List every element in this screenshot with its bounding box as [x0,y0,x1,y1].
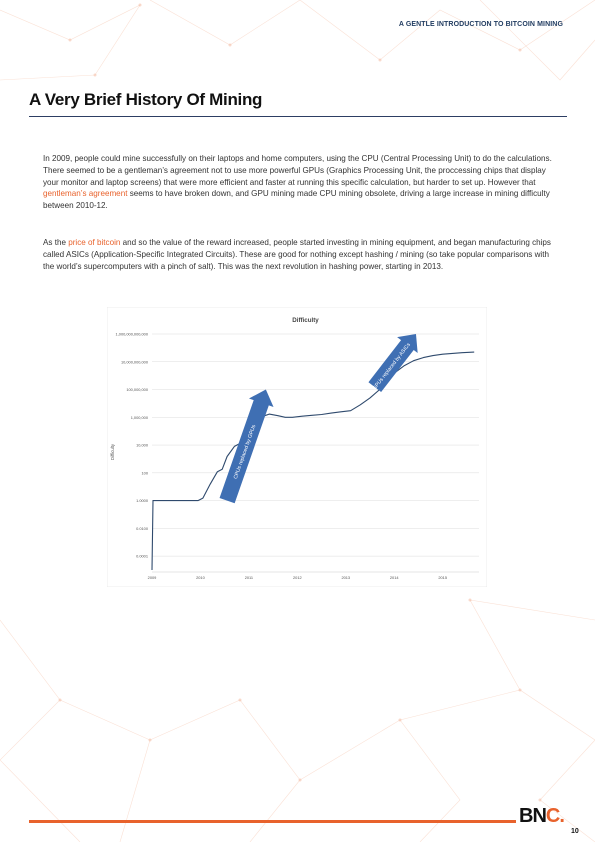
paragraph-text: As the [43,238,69,247]
y-tick-label: 1.0000 [136,498,148,504]
y-tick-label: 100 [141,470,148,476]
paragraph-cpu-gpu [43,153,555,212]
bnc-logo [519,806,564,826]
y-tick-label: 10,000,000,000 [120,359,148,365]
arrow-label: GPUs replaced by ASICs [371,341,413,392]
x-tick-label: 2011 [244,575,254,580]
paragraph-asics [43,237,555,272]
logo-accent: C. [545,805,564,827]
y-tick-label: 1,000,000 [130,414,148,420]
x-tick-label: 2014 [389,575,399,580]
x-tick-label: 2013 [341,575,351,580]
y-tick-label: 1,000,000,000,000 [115,331,148,337]
y-tick-label: 10,000 [136,442,148,448]
difficulty-chart [107,307,487,587]
arrow-label: CPUs replaced by GPUs [232,424,258,480]
x-tick-label: 2010 [196,575,205,580]
paragraph-text: In 2009, people could mine successfully on their laptops and home computers, using the CPU (Central Processing Unit) to do the calculations. There seemed to be a gentleman’s agreement not to use more powerful GPUs (Graphics Processing Unit, the proccessing chips that display your monitor and laptop screens) that were more efficient and faster at running this specific calculation, but harder to set up. However that [43,154,552,187]
running-header: A GENTLE INTRODUCTION TO BITCOIN MINING [398,21,563,28]
price-of-bitcoin-link[interactable]: price of bitcoin [68,238,121,247]
y-tick-label: 0.0001 [136,553,148,559]
paragraph-text: seems to have broken down, and GPU mining made CPU mining obsolete, driving a large increase in mining difficulty between 2010-12. [43,189,550,211]
title-underline [29,116,567,117]
paragraph-text: and so the value of the reward increased, people started investing in mining equipment, and began manufacturing chips called ASICs (Application-Specific Integrated Circuits). These are good for nothing except hashing / mining (so take popular comparisons with the world’s supercomputers with a pinch of salt). This was the next revolution in hashing power, starting in 2013. [43,238,551,271]
chart-frame [107,307,487,587]
y-tick-label: 100,000,000 [126,387,148,393]
x-tick-label: 2009 [147,575,157,580]
logo-text: BN [519,805,546,827]
y-axis-label: Difficulty [110,443,115,461]
chart-title: Difficulty [292,317,319,324]
page-title: A Very Brief History Of Mining [29,90,263,109]
gentlemans-agreement-link[interactable]: gentleman’s agreement [43,189,128,199]
page-number: 10 [571,828,579,835]
x-tick-label: 2012 [293,575,302,580]
footer-bar [29,820,516,823]
y-tick-label: 0.0100 [136,525,148,531]
difficulty-chart-svg [107,307,487,587]
x-tick-label: 2015 [438,575,447,580]
